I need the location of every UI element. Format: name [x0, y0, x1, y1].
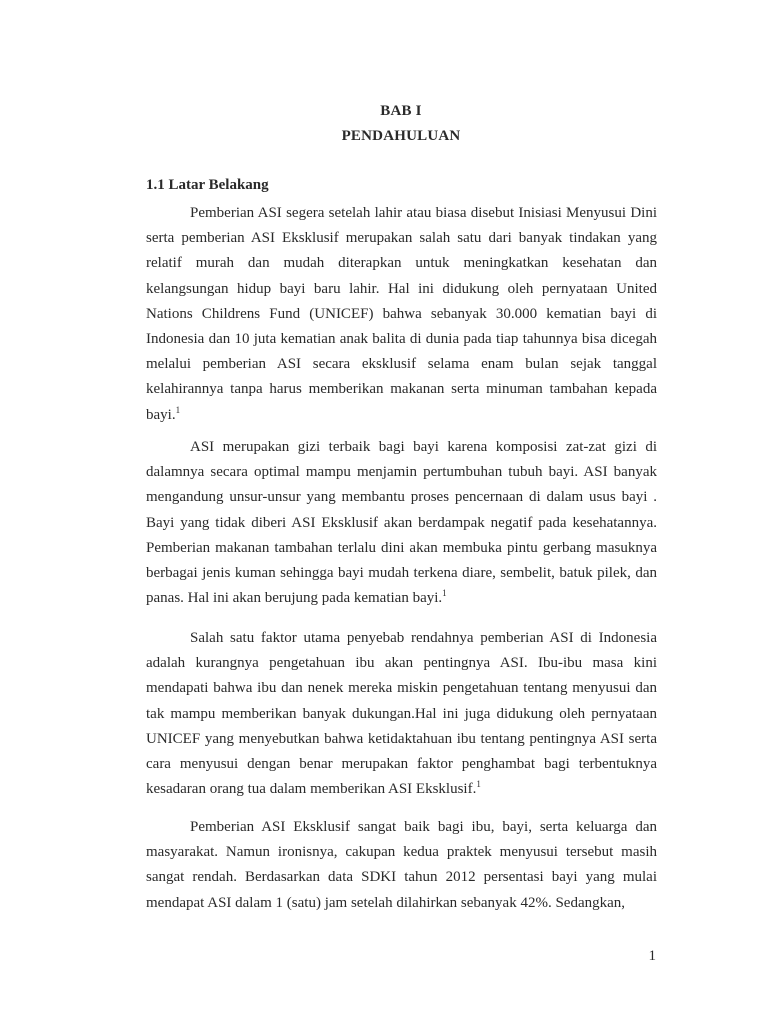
chapter-title: PENDAHULUAN — [341, 128, 461, 144]
footnote-marker: 1 — [442, 588, 447, 599]
footnote-marker: 1 — [476, 779, 481, 790]
chapter-number: BAB I — [380, 103, 422, 119]
footnote-marker: 1 — [175, 404, 181, 415]
paragraph-4 — [146, 815, 657, 916]
section-heading: 1.1 Latar Belakang — [146, 177, 269, 193]
paragraph-text: Pemberian ASI Eksklusif sangat baik bagi ibu, bayi, serta keluarga dan masyarakat. Namun ironisnya, cakupan kedua praktek menyusui tersebut masih sangat rendah. Berdasarkan data SDKI tahun 2012 persentasi bayi yang mulai mendapat ASI dalam 1 (satu) jam setelah dilahirkan sebanyak 42%. Sedangkan, — [146, 819, 657, 911]
paragraph-text: Salah satu faktor utama penyebab rendahnya pemberian ASI di Indonesia adalah kurangnya pengetahuan ibu akan pentingnya ASI. Ibu-ibu masa kini mendapati bahwa ibu dan nenek mereka miskin pengetahuan tentang menyusui dan tak mampu memberikan banyak dukungan.Hal ini juga didukung oleh pernyataan UNICEF yang menyebutkan bahwa ketidaktahuan ibu tentang pentingnya ASI serta cara menyusui dengan benar merupakan faktor penghambat bagi terbentuknya kesadaran orang tua dalam memberikan ASI Eksklusif. — [146, 630, 657, 798]
paragraph-3 — [146, 626, 657, 802]
page-number: 1 — [648, 948, 656, 964]
paragraph-text: Pemberian ASI segera setelah lahir atau biasa disebut Inisiasi Menyusui Dini serta pemberian ASI Eksklusif merupakan salah satu dari banyak tindakan yang relatif murah dan mudah diterapkan untuk meningkatkan kesehatan dan kelangsungan hidup bayi baru lahir. Hal ini didukung oleh pernyataan United Nations Childrens Fund (UNICEF) bahwa sebanyak 30.000 kematian bayi di Indonesia dan 10 juta kematian anak balita di dunia pada tiap tahunnya bisa dicegah melalui pemberian ASI secara eksklusif selama enam bulan sejak tanggal kelahirannya tanpa harus memberikan makanan serta minuman tambahan kepada bayi. — [146, 205, 657, 423]
paragraph-text: ASI merupakan gizi terbaik bagi bayi karena komposisi zat-zat gizi di dalamnya secara optimal mampu menjamin pertumbuhan tubuh bayi. ASI banyak mengandung unsur-unsur yang membantu proses pencernaan di dalam usus bayi . Bayi yang tidak diberi ASI Eksklusif akan berdampak negatif pada kesehatannya. Pemberian makanan tambahan terlalu dini akan membuka pintu gerbang masuknya berbagai jenis kuman sehingga bayi mudah terkena diare, sembelit, batuk pilek, dan panas. Hal ini akan berujung pada kematian bayi. — [146, 439, 657, 607]
paragraph-2 — [146, 435, 657, 611]
paragraph-1 — [146, 201, 657, 428]
